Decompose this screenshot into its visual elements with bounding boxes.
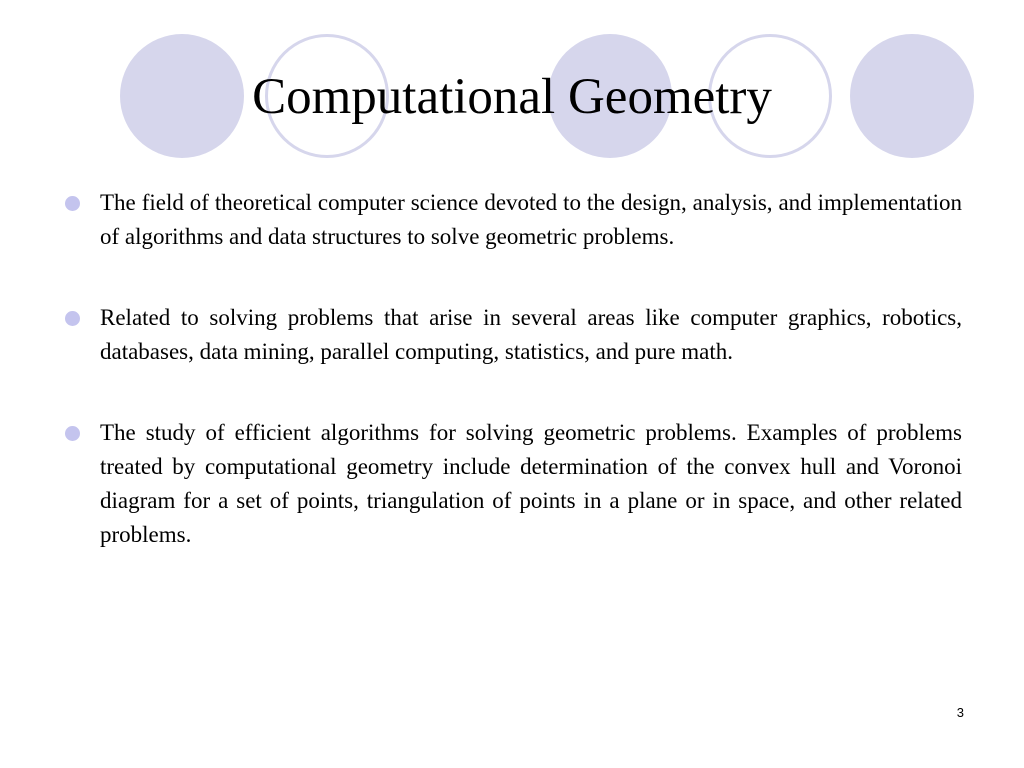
bullet-item (100, 301, 962, 369)
bullet-text: Related to solving problems that arise in several areas like computer graphics, robotics, databases, data mining, parallel computing, statistics, and pure math. (100, 305, 962, 364)
bullet-dot-icon (65, 311, 80, 326)
bullet-text: The field of theoretical computer science devoted to the design, analysis, and implementation of algorithms and data structures to solve geometric problems. (100, 190, 962, 249)
bullet-dot-icon (65, 196, 80, 211)
bullet-item (100, 416, 962, 552)
slide-title: Computational Geometry (252, 69, 772, 125)
page-number: 3 (956, 705, 964, 720)
bullet-text: The study of efficient algorithms for solving geometric problems. Examples of problems treated by computational geometry include determination of the convex hull and Voronoi diagram for a set of points, triangulation of points in a plane or in space, and other related problems. (100, 420, 962, 547)
bullet-list (100, 186, 962, 599)
bullet-item (100, 186, 962, 254)
bullet-dot-icon (65, 426, 80, 441)
